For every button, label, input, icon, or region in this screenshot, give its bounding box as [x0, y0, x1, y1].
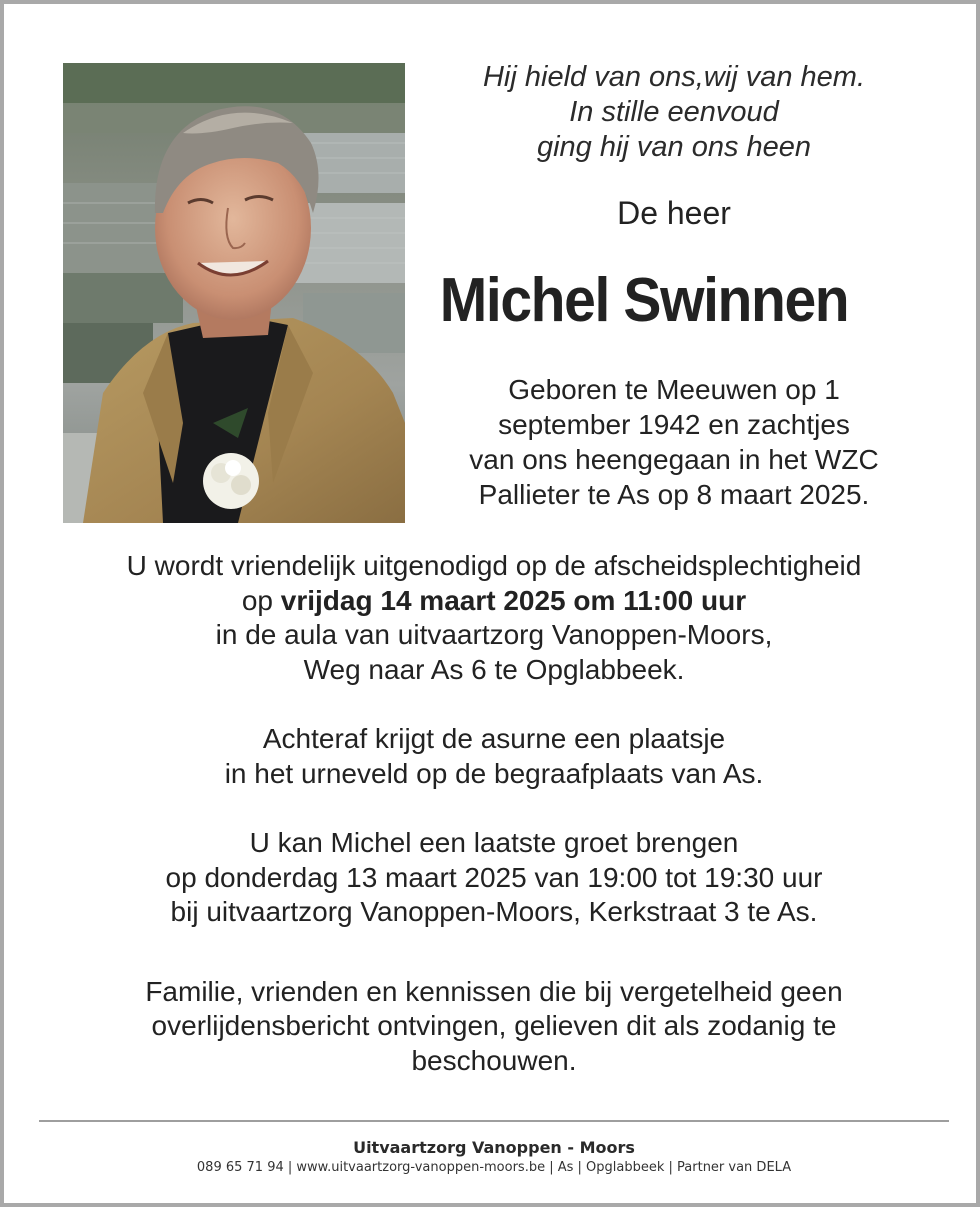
- born-line: september 1942 en zachtjes: [498, 409, 850, 440]
- ceremony-line: Weg naar As 6 te Opglabbeek.: [303, 653, 685, 685]
- urn-line: Achteraf krijgt de asurne een plaatsje: [262, 723, 726, 754]
- family-line: beschouwen.: [411, 1044, 577, 1076]
- visit-line: bij uitvaartzorg Vanoppen-Moors, Kerkstraat 3 te As.: [170, 896, 818, 927]
- footer-divider: [39, 1120, 949, 1122]
- poem-line: Hij hield van ons,wij van hem.: [482, 61, 865, 93]
- main-text: [44, 549, 944, 1078]
- ceremony-datetime: vrijdag 14 maart 2025 om 11:00 uur: [280, 584, 747, 616]
- honorific: De heer: [617, 195, 731, 231]
- poem-line: In stille eenvoud: [569, 96, 779, 128]
- ceremony-line: U wordt vriendelijk uitgenodigd op de afscheidsplechtigheid: [126, 550, 862, 581]
- funeral-home-contact: 089 65 71 94 | www.uitvaartzorg-vanoppen-moors.be | As | Opglabbeek | Partner van DELA: [196, 1160, 792, 1175]
- portrait-photo: [63, 63, 405, 523]
- poem-line: ging hij van ons heen: [536, 131, 812, 163]
- born-line: van ons heengegaan in het WZC: [469, 444, 879, 475]
- poem: [424, 60, 924, 165]
- family-line: overlijdensbericht ontvingen, gelieven dit als zodanig te: [151, 1010, 837, 1041]
- ceremony-line: in de aula van uitvaartzorg Vanoppen-Moors,: [215, 619, 773, 650]
- funeral-home-name: Uitvaartzorg Vanoppen - Moors: [353, 1138, 635, 1157]
- family-line: Familie, vrienden en kennissen die bij vergetelheid geen: [145, 975, 843, 1007]
- ceremony-date-line: [44, 584, 944, 619]
- visit-line: U kan Michel een laatste groet brengen: [249, 827, 739, 858]
- born-line: Geboren te Meeuwen op 1: [508, 374, 840, 405]
- deceased-name: Michel Swinnen: [439, 266, 849, 335]
- urn-line: in het urneveld op de begraafplaats van As.: [224, 757, 764, 789]
- ceremony-prefix: op: [241, 584, 281, 616]
- born-line: Pallieter te As op 8 maart 2025.: [478, 479, 870, 510]
- birth-death-info: [424, 372, 924, 512]
- visit-line: op donderdag 13 maart 2025 van 19:00 tot 19:30 uur: [165, 861, 823, 893]
